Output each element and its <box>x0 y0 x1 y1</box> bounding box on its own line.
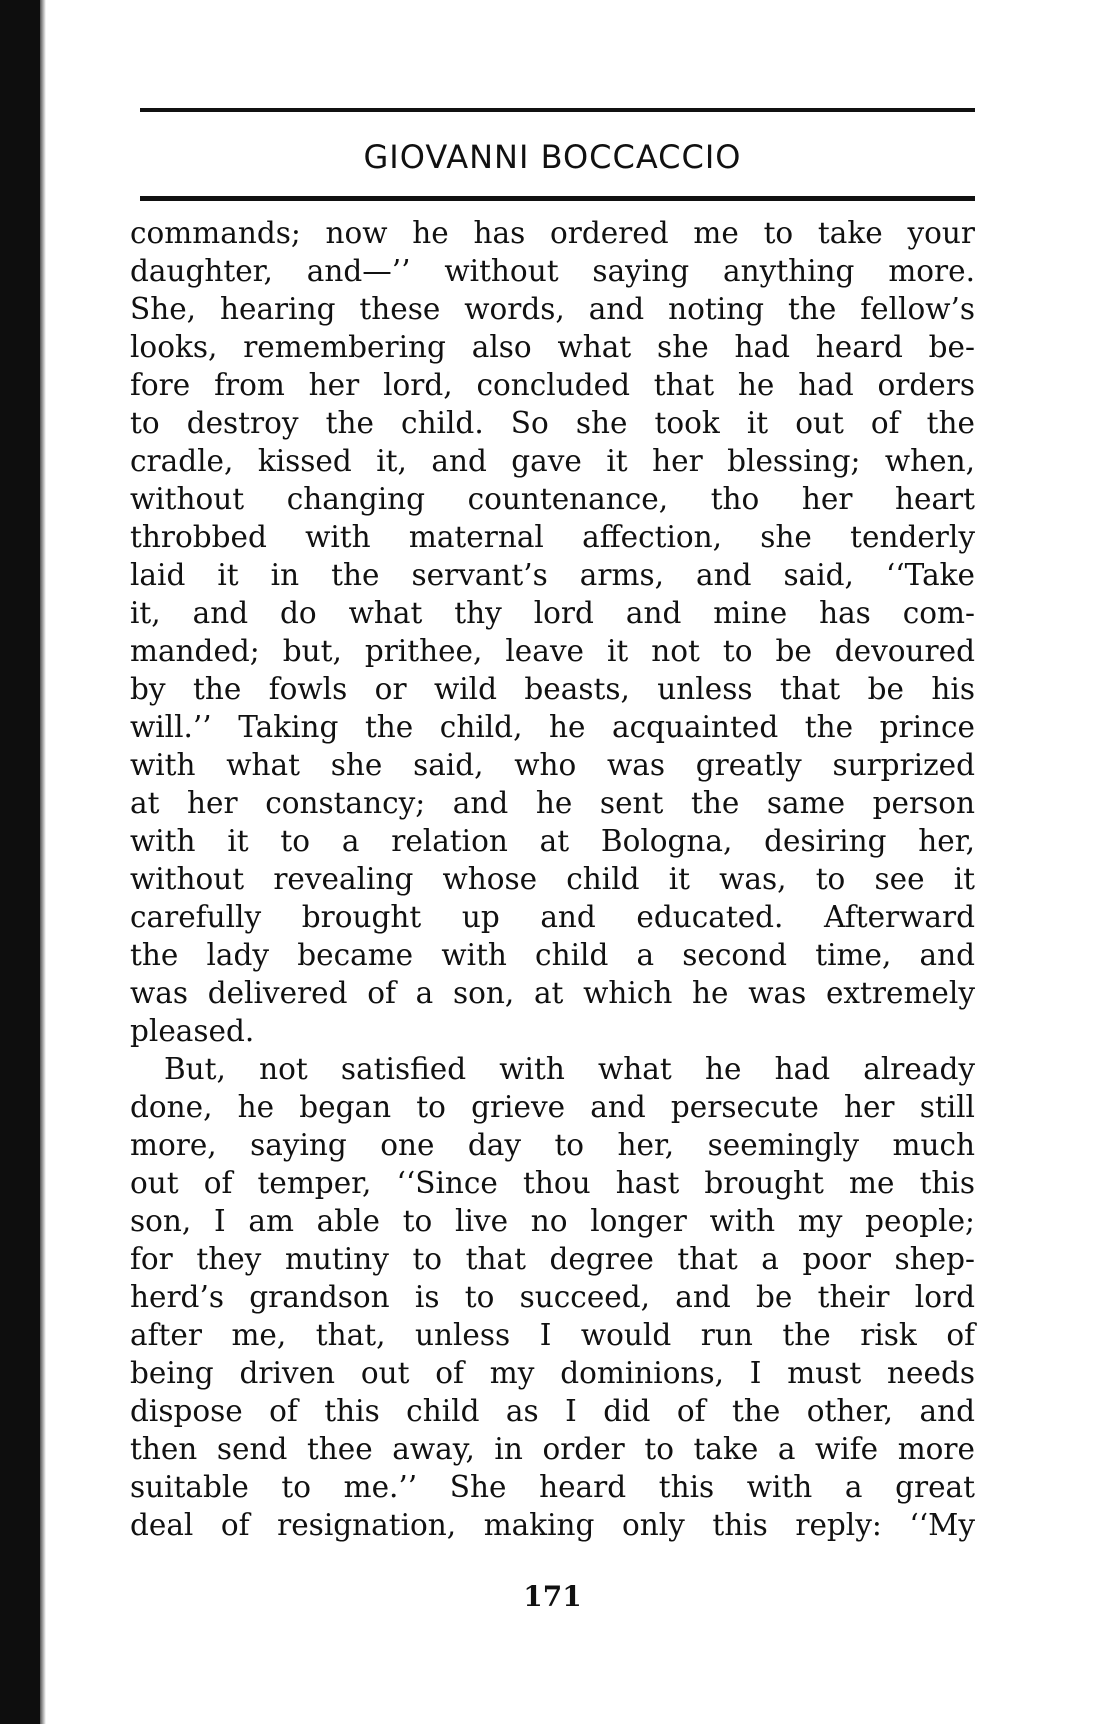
text-line: fore from her lord, concluded that he had orders <box>130 368 975 402</box>
text-line: herd’s grandson is to succeed, and be their lord <box>130 1280 975 1314</box>
text-line: will.’’ Taking the child, he acquainted the prince <box>130 710 975 744</box>
text-line: done, he began to grieve and persecute her still <box>130 1090 975 1124</box>
book-gutter <box>40 0 46 1724</box>
text-line: without changing countenance, tho her heart <box>130 482 975 516</box>
text-line: out of temper, ‘‘Since thou hast brought me this <box>130 1166 975 1200</box>
text-line: looks, remembering also what she had heard be- <box>130 330 975 364</box>
text-line: cradle, kissed it, and gave it her blessing; when, <box>130 444 975 478</box>
text-line: at her constancy; and he sent the same person <box>130 786 975 820</box>
text-line: it, and do what thy lord and mine has com- <box>130 596 975 630</box>
text-line: She, hearing these words, and noting the fellow’s <box>130 292 975 326</box>
page-number: 171 <box>523 1580 582 1613</box>
body-text <box>130 214 975 1544</box>
text-line: with what she said, who was greatly surprized <box>130 748 975 782</box>
text-line: the lady became with child a second time, and <box>130 938 975 972</box>
text-line: with it to a relation at Bologna, desiring her, <box>130 824 975 858</box>
text-line: dispose of this child as I did of the other, and <box>130 1394 975 1428</box>
text-line: manded; but, prithee, leave it not to be devoured <box>130 634 975 668</box>
text-line: without revealing whose child it was, to see it <box>130 862 975 896</box>
text-line: after me, that, unless I would run the risk of <box>130 1318 975 1352</box>
header-rule-bottom <box>140 196 975 201</box>
text-line: deal of resignation, making only this reply: ‘‘My <box>130 1508 975 1542</box>
text-line: being driven out of my dominions, I must needs <box>130 1356 975 1390</box>
text-line: suitable to me.’’ She heard this with a great <box>130 1470 975 1504</box>
book-page <box>130 0 975 1724</box>
text-line: carefully brought up and educated. Afterward <box>130 900 975 934</box>
text-line: more, saying one day to her, seemingly much <box>130 1128 975 1162</box>
text-line: daughter, and—’’ without saying anything more. <box>130 254 975 288</box>
paragraph-end-line: pleased. <box>130 1014 255 1048</box>
text-line: commands; now he has ordered me to take your <box>130 216 975 250</box>
text-line: to destroy the child. So she took it out of the <box>130 406 975 440</box>
running-head: GIOVANNI BOCCACCIO <box>363 138 742 176</box>
book-spine-shadow <box>0 0 40 1724</box>
text-line: by the fowls or wild beasts, unless that be his <box>130 672 975 706</box>
header-rule-top <box>140 108 975 112</box>
text-line: throbbed with maternal affection, she tenderly <box>130 520 975 554</box>
text-line: for they mutiny to that degree that a poor shep- <box>130 1242 975 1276</box>
paragraph-start-line: But, not satisfied with what he had already <box>164 1052 975 1086</box>
text-line: was delivered of a son, at which he was extremely <box>130 976 975 1010</box>
text-line: then send thee away, in order to take a wife more <box>130 1432 975 1466</box>
text-line: son, I am able to live no longer with my people; <box>130 1204 975 1238</box>
text-line: laid it in the servant’s arms, and said, ‘‘Take <box>130 558 975 592</box>
